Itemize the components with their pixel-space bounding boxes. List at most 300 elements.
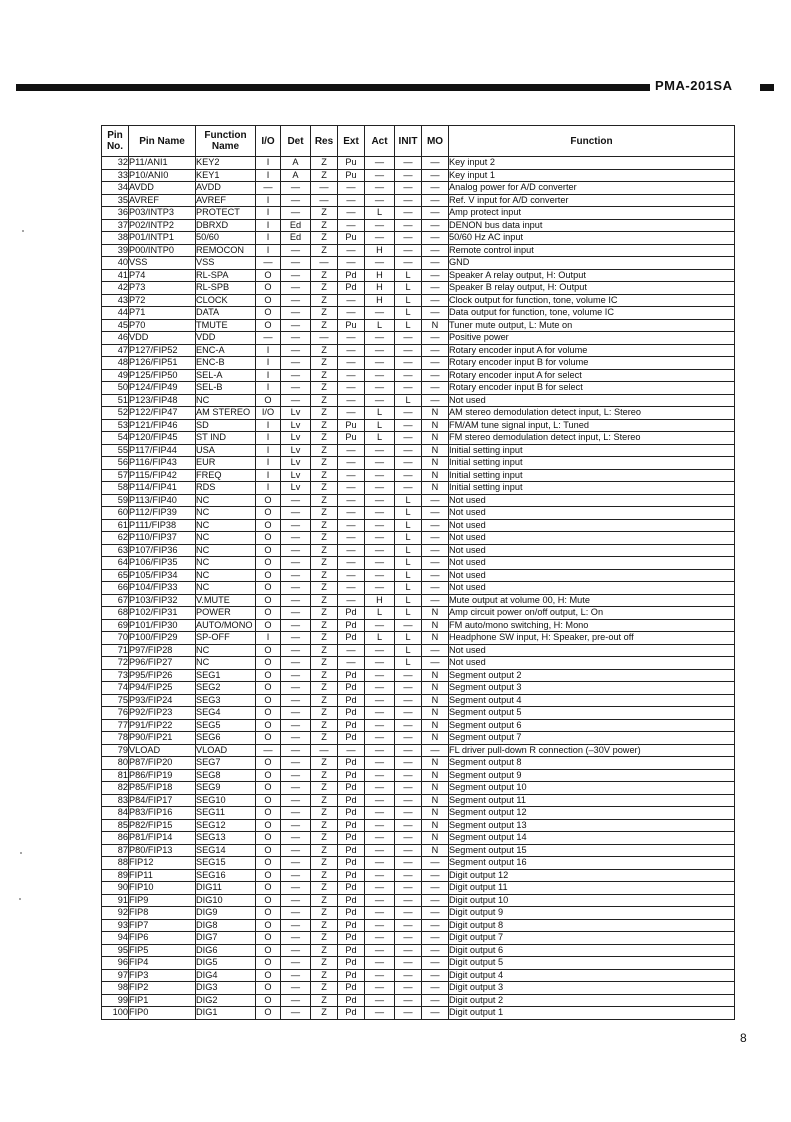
table-row [102,882,735,895]
cell-function-name: SD [196,419,256,432]
cell-init: — [395,669,422,682]
cell-pin-no: 51 [102,394,129,407]
cell-io: O [256,707,281,720]
cell-function: Key input 1 [449,169,735,182]
table-row [102,757,735,770]
cell-ext: Pd [338,807,365,820]
cell-mo: — [422,519,449,532]
cell-pin-name: FIP11 [129,869,196,882]
cell-mo: — [422,344,449,357]
table-row [102,444,735,457]
cell-act: — [365,769,395,782]
cell-res: Z [311,282,338,295]
cell-init: L [395,607,422,620]
cell-ext: — [338,744,365,757]
cell-init: — [395,244,422,257]
cell-io: O [256,494,281,507]
cell-ext: — [338,182,365,195]
cell-act: — [365,169,395,182]
cell-init: — [395,819,422,832]
cell-pin-name: P81/FIP14 [129,832,196,845]
cell-function: Not used [449,394,735,407]
cell-pin-no: 38 [102,232,129,245]
cell-pin-name: P125/FIP50 [129,369,196,382]
cell-pin-name: P11/ANI1 [129,157,196,170]
cell-pin-no: 47 [102,344,129,357]
cell-pin-no: 35 [102,194,129,207]
cell-ext: Pd [338,869,365,882]
cell-function-name: AUTO/MONO [196,619,256,632]
cell-io: O [256,932,281,945]
cell-function-name: DBRXD [196,219,256,232]
cell-pin-no: 37 [102,219,129,232]
cell-function-name: SEG1 [196,669,256,682]
cell-pin-name: FIP1 [129,994,196,1007]
table-row [102,682,735,695]
col-header-function: Function [449,126,735,157]
cell-function-name: SEG5 [196,719,256,732]
scan-speck [20,852,22,854]
cell-init: — [395,332,422,345]
cell-act: — [365,257,395,270]
cell-det: — [281,819,311,832]
cell-ext: — [338,532,365,545]
table-row [102,382,735,395]
cell-mo: N [422,807,449,820]
cell-function-name: SEG3 [196,694,256,707]
cell-init: L [395,644,422,657]
cell-function: Clock output for function, tone, volume IC [449,294,735,307]
cell-init: — [395,382,422,395]
cell-function-name: POWER [196,607,256,620]
cell-pin-no: 44 [102,307,129,320]
cell-det: — [281,832,311,845]
cell-io: — [256,257,281,270]
cell-res: Z [311,207,338,220]
cell-function-name: EUR [196,457,256,470]
cell-res: Z [311,969,338,982]
cell-pin-no: 98 [102,982,129,995]
cell-function-name: AVDD [196,182,256,195]
cell-act: L [365,319,395,332]
cell-res: Z [311,994,338,1007]
table-row [102,519,735,532]
cell-mo: N [422,482,449,495]
cell-mo: — [422,582,449,595]
cell-pin-name: P110/FIP37 [129,532,196,545]
cell-det: — [281,932,311,945]
cell-io: — [256,744,281,757]
cell-pin-name: P01/INTP1 [129,232,196,245]
cell-pin-no: 81 [102,769,129,782]
cell-pin-no: 55 [102,444,129,457]
cell-act: — [365,544,395,557]
cell-function: Digit output 3 [449,982,735,995]
cell-pin-name: P113/FIP40 [129,494,196,507]
cell-act: — [365,307,395,320]
cell-io: O [256,944,281,957]
cell-act: H [365,294,395,307]
cell-act: — [365,369,395,382]
cell-ext: Pd [338,707,365,720]
cell-init: L [395,594,422,607]
cell-act: L [365,419,395,432]
cell-function: Digit output 12 [449,869,735,882]
cell-function: Headphone SW input, H: Speaker, pre-out off [449,632,735,645]
cell-pin-name: P121/FIP46 [129,419,196,432]
cell-mo: N [422,444,449,457]
cell-io: O [256,644,281,657]
table-body [102,157,735,1020]
cell-io: O [256,544,281,557]
cell-io: O [256,732,281,745]
cell-init: — [395,844,422,857]
cell-pin-no: 94 [102,932,129,945]
cell-init: L [395,632,422,645]
cell-res: Z [311,407,338,420]
cell-res: — [311,744,338,757]
cell-res: Z [311,882,338,895]
cell-res: Z [311,319,338,332]
cell-function: Key input 2 [449,157,735,170]
cell-pin-no: 85 [102,819,129,832]
cell-res: Z [311,644,338,657]
cell-mo: N [422,432,449,445]
cell-pin-name: FIP3 [129,969,196,982]
cell-mo: N [422,419,449,432]
table-row [102,257,735,270]
cell-mo: N [422,319,449,332]
cell-pin-no: 59 [102,494,129,507]
cell-act: — [365,807,395,820]
cell-mo: N [422,732,449,745]
cell-pin-name: P107/FIP36 [129,544,196,557]
cell-init: L [395,507,422,520]
cell-function-name: DIG10 [196,894,256,907]
cell-init: L [395,307,422,320]
cell-pin-name: P82/FIP15 [129,819,196,832]
table-row [102,582,735,595]
cell-ext: Pd [338,932,365,945]
cell-ext: — [338,519,365,532]
cell-io: O [256,694,281,707]
cell-res: Z [311,469,338,482]
table-row [102,619,735,632]
cell-io: I [256,169,281,182]
col-header-function-name: Function Name [196,126,256,157]
scan-speck [22,230,24,232]
cell-function-name: VSS [196,257,256,270]
cell-ext: Pd [338,782,365,795]
cell-act: H [365,594,395,607]
cell-pin-no: 93 [102,919,129,932]
cell-init: — [395,344,422,357]
cell-ext: Pd [338,694,365,707]
cell-pin-no: 36 [102,207,129,220]
cell-act: — [365,657,395,670]
cell-act: — [365,532,395,545]
cell-io: I [256,382,281,395]
cell-function: Digit output 9 [449,907,735,920]
cell-io: O [256,982,281,995]
cell-function: Segment output 11 [449,794,735,807]
cell-pin-no: 45 [102,319,129,332]
cell-ext: — [338,394,365,407]
table-row [102,644,735,657]
cell-res: Z [311,682,338,695]
cell-function-name: SEL-B [196,382,256,395]
cell-det: — [281,957,311,970]
cell-function-name: SEG12 [196,819,256,832]
cell-res: Z [311,419,338,432]
cell-pin-no: 48 [102,357,129,370]
cell-ext: Pd [338,732,365,745]
cell-pin-no: 100 [102,1007,129,1020]
cell-det: — [281,182,311,195]
table-row [102,919,735,932]
cell-pin-name: FIP8 [129,907,196,920]
cell-mo: — [422,169,449,182]
cell-io: O [256,857,281,870]
cell-function-name: FREQ [196,469,256,482]
table-row [102,857,735,870]
cell-ext: — [338,657,365,670]
cell-init: L [395,532,422,545]
cell-pin-name: FIP7 [129,919,196,932]
table-row [102,369,735,382]
cell-res: Z [311,619,338,632]
cell-io: I [256,457,281,470]
cell-ext: — [338,382,365,395]
cell-pin-no: 70 [102,632,129,645]
cell-mo: N [422,782,449,795]
cell-mo: — [422,1007,449,1020]
cell-det: — [281,682,311,695]
cell-init: — [395,207,422,220]
cell-function-name: DIG6 [196,944,256,957]
cell-io: I [256,194,281,207]
table-row [102,282,735,295]
cell-mo: N [422,469,449,482]
cell-function-name: DIG2 [196,994,256,1007]
table-row [102,394,735,407]
cell-io: O [256,657,281,670]
cell-io: O [256,869,281,882]
col-header-act: Act [365,126,395,157]
cell-pin-no: 89 [102,869,129,882]
cell-det: — [281,519,311,532]
cell-mo: N [422,794,449,807]
cell-mo: — [422,932,449,945]
cell-det: — [281,507,311,520]
cell-init: L [395,657,422,670]
cell-pin-name: FIP9 [129,894,196,907]
cell-ext: — [338,469,365,482]
cell-init: — [395,257,422,270]
cell-res: Z [311,869,338,882]
cell-det: — [281,857,311,870]
cell-init: L [395,494,422,507]
cell-pin-no: 64 [102,557,129,570]
cell-io: O [256,757,281,770]
cell-function: Not used [449,519,735,532]
cell-pin-no: 34 [102,182,129,195]
cell-io: I [256,232,281,245]
cell-det: — [281,332,311,345]
cell-mo: — [422,182,449,195]
cell-init: — [395,719,422,732]
cell-ext: — [338,294,365,307]
cell-function-name: USA [196,444,256,457]
cell-pin-no: 74 [102,682,129,695]
cell-init: L [395,269,422,282]
cell-mo: — [422,494,449,507]
cell-pin-name: P86/FIP19 [129,769,196,782]
cell-function-name: SEG16 [196,869,256,882]
cell-io: I [256,207,281,220]
cell-act: — [365,994,395,1007]
cell-det: — [281,282,311,295]
cell-pin-name: FIP12 [129,857,196,870]
table-row [102,344,735,357]
cell-pin-name: VSS [129,257,196,270]
table-row [102,332,735,345]
cell-act: — [365,782,395,795]
table-row [102,482,735,495]
cell-ext: Pd [338,669,365,682]
cell-mo: N [422,757,449,770]
cell-det: — [281,194,311,207]
cell-function-name: ENC-A [196,344,256,357]
cell-pin-no: 75 [102,694,129,707]
cell-mo: — [422,969,449,982]
cell-ext: Pd [338,982,365,995]
cell-init: — [395,407,422,420]
col-header-pin-name: Pin Name [129,126,196,157]
cell-act: — [365,719,395,732]
cell-det: Lv [281,419,311,432]
cell-ext: Pd [338,619,365,632]
cell-pin-no: 50 [102,382,129,395]
cell-init: — [395,944,422,957]
cell-res: — [311,332,338,345]
table-row [102,469,735,482]
cell-mo: — [422,894,449,907]
cell-ext: Pu [338,169,365,182]
cell-function: Not used [449,532,735,545]
cell-pin-name: VDD [129,332,196,345]
cell-io: O [256,957,281,970]
cell-function: GND [449,257,735,270]
cell-det: — [281,907,311,920]
cell-mo: — [422,294,449,307]
cell-act: — [365,944,395,957]
cell-res: Z [311,769,338,782]
cell-det: — [281,894,311,907]
cell-function: Digit output 4 [449,969,735,982]
cell-function-name: NC [196,544,256,557]
cell-pin-name: FIP10 [129,882,196,895]
cell-pin-no: 76 [102,707,129,720]
cell-act: — [365,732,395,745]
cell-pin-name: P106/FIP35 [129,557,196,570]
cell-det: — [281,244,311,257]
cell-init: — [395,869,422,882]
table-row [102,232,735,245]
cell-det: — [281,344,311,357]
cell-function-name: SEG2 [196,682,256,695]
cell-res: Z [311,1007,338,1020]
cell-mo: — [422,744,449,757]
cell-pin-no: 72 [102,657,129,670]
cell-res: — [311,194,338,207]
cell-pin-no: 61 [102,519,129,532]
cell-det: — [281,782,311,795]
cell-io: O [256,569,281,582]
table-row [102,844,735,857]
cell-res: Z [311,507,338,520]
cell-pin-name: P71 [129,307,196,320]
cell-pin-name: P123/FIP48 [129,394,196,407]
cell-res: Z [311,432,338,445]
cell-io: O [256,619,281,632]
cell-res: Z [311,857,338,870]
cell-pin-name: P100/FIP29 [129,632,196,645]
cell-function-name: NC [196,582,256,595]
cell-function-name: PROTECT [196,207,256,220]
cell-init: — [395,957,422,970]
cell-init: — [395,419,422,432]
cell-function-name: NC [196,494,256,507]
cell-pin-no: 57 [102,469,129,482]
cell-det: Lv [281,469,311,482]
cell-ext: Pd [338,282,365,295]
cell-function: Analog power for A/D converter [449,182,735,195]
cell-res: Z [311,757,338,770]
cell-det: — [281,869,311,882]
cell-function-name: SEG9 [196,782,256,795]
cell-pin-name: P103/FIP32 [129,594,196,607]
cell-io: O [256,282,281,295]
cell-init: — [395,182,422,195]
cell-pin-no: 73 [102,669,129,682]
cell-function: Digit output 5 [449,957,735,970]
cell-res: Z [311,244,338,257]
cell-ext: Pd [338,794,365,807]
cell-io: I [256,632,281,645]
cell-det: — [281,994,311,1007]
cell-det: — [281,982,311,995]
cell-act: — [365,569,395,582]
cell-det: — [281,569,311,582]
cell-ext: — [338,407,365,420]
cell-res: Z [311,807,338,820]
cell-ext: Pd [338,882,365,895]
cell-mo: — [422,569,449,582]
cell-function: Not used [449,544,735,557]
col-header-res: Res [311,126,338,157]
table-row [102,557,735,570]
cell-res: Z [311,957,338,970]
cell-function-name: DIG8 [196,919,256,932]
scan-speck [19,898,21,900]
table-row [102,719,735,732]
cell-det: — [281,919,311,932]
cell-function: Segment output 15 [449,844,735,857]
cell-act: — [365,694,395,707]
cell-ext: Pd [338,769,365,782]
cell-res: Z [311,569,338,582]
